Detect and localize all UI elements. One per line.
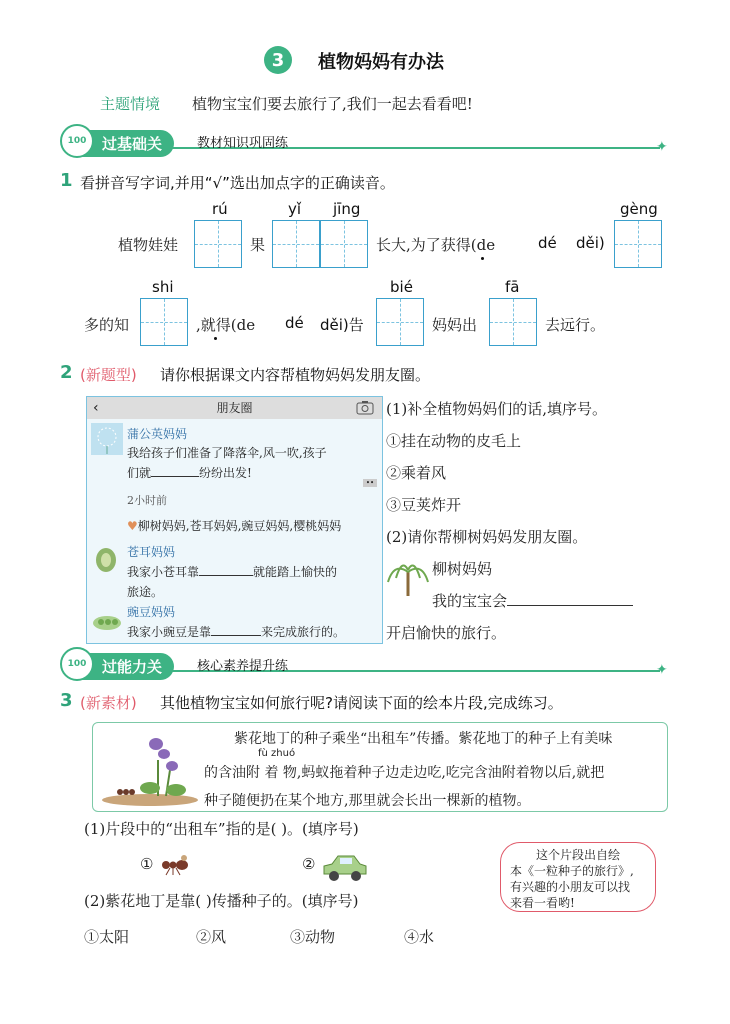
writing-box[interactable] — [376, 298, 424, 346]
writing-box[interactable] — [614, 220, 662, 268]
option-label: ② — [302, 855, 316, 873]
section-badge-ability: 过能力关 — [72, 653, 174, 680]
pinyin: shi — [152, 278, 174, 296]
pinyin: rú — [212, 200, 228, 218]
writing-box[interactable] — [272, 220, 320, 268]
sentence-text: 植物娃娃 — [118, 236, 179, 254]
option-item: ①太阳 — [84, 928, 130, 946]
question-prompt: 其他植物宝宝如何旅行呢?请阅读下面的绘本片段,完成练习。 — [160, 694, 563, 712]
question-number: 1 — [60, 170, 73, 191]
sentence-text: 妈妈出 — [432, 316, 478, 334]
comment-text: 旅途。 — [127, 585, 164, 599]
question-prompt: 看拼音写字词,并用“√”选出加点字的正确读音。 — [80, 174, 395, 192]
violet-ant-illustration — [100, 730, 200, 806]
pinyin-option[interactable]: děi)告 — [320, 316, 364, 334]
sentence-text: 果 — [250, 236, 266, 254]
post-text: 们就 纷纷出发! — [127, 466, 252, 480]
ant-icon — [158, 850, 190, 876]
sentence-text: 多的知 — [84, 316, 130, 334]
pinyin: bié — [390, 278, 413, 296]
option-item: ②风 — [196, 928, 227, 946]
moments-header — [87, 397, 382, 419]
willow-text: 我的宝宝会 — [432, 590, 633, 611]
page-title: 植物妈妈有办法 — [318, 52, 444, 73]
theme-text: 植物宝宝们要去旅行了,我们一起去看看吧! — [192, 95, 473, 113]
question-number: 3 — [60, 690, 73, 711]
subquestion: (1)补全植物妈妈们的话,填序号。 — [386, 400, 608, 418]
pinyin: jīng — [333, 200, 361, 218]
writing-box[interactable] — [194, 220, 242, 268]
section-badge-basic: 过基础关 — [72, 130, 174, 157]
commenter-name: 豌豆妈妈 — [127, 605, 176, 619]
bubble-text: 来看一看哟! — [510, 896, 575, 910]
section-subtitle-basic: 教材知识巩固练 — [197, 136, 289, 151]
taxi-icon — [320, 850, 368, 884]
sentence-text: 去远行。 — [545, 316, 606, 334]
bubble-text: 这个片段出自绘 — [536, 848, 621, 862]
star-icon: ✦ — [656, 139, 668, 155]
section-subtitle-ability: 核心素养提升练 — [197, 659, 289, 674]
poster-name: 蒲公英妈妈 — [127, 427, 188, 441]
logo-icon: 100 — [60, 124, 94, 158]
writing-box[interactable] — [489, 298, 537, 346]
writing-box[interactable] — [140, 298, 188, 346]
subquestion: (2)紫花地丁是靠( )传播种子的。(填序号) — [84, 892, 359, 910]
option-label: ① — [140, 855, 154, 873]
camera-icon[interactable] — [356, 400, 374, 415]
like-list: ♥柳树妈妈,苍耳妈妈,豌豆妈妈,樱桃妈妈 — [127, 519, 342, 533]
logo-icon: 100 — [60, 647, 94, 681]
story-text: 紫花地丁的种子乘坐“出租车”传播。紫花地丁的种子上有美味 — [234, 731, 613, 747]
question-prompt: 请你根据课文内容帮植物妈妈发朋友圈。 — [160, 366, 431, 384]
post-time: 2小时前 — [127, 494, 167, 507]
question-tag: (新题型) — [80, 366, 137, 384]
story-pinyin: fù zhuó — [258, 748, 296, 759]
question-tag: (新素材) — [80, 694, 137, 712]
willow-tree-icon — [384, 552, 432, 598]
pinyin: yǐ — [288, 200, 302, 218]
bubble-text: 本《一粒种子的旅行》, — [510, 864, 634, 878]
dandelion-avatar — [91, 423, 123, 455]
subquestion: (2)请你帮柳树妈妈发朋友圈。 — [386, 528, 588, 546]
willow-text: 开启愉快的旅行。 — [386, 624, 507, 642]
bubble-text: 有兴趣的小朋友可以找 — [510, 880, 631, 894]
moments-title: 朋友圈 — [216, 401, 253, 415]
option-item: ③豆荚炸开 — [386, 496, 462, 514]
option-item: ①挂在动物的皮毛上 — [386, 432, 522, 450]
more-icon[interactable]: •• — [363, 479, 377, 487]
comment-text: 我家小豌豆是靠 来完成旅行的。 — [127, 625, 346, 639]
option-item: ④水 — [404, 928, 435, 946]
pinyin-option[interactable]: dé — [285, 314, 304, 332]
heart-icon: ♥ — [127, 519, 138, 533]
emphasis-dot — [481, 257, 484, 260]
writing-box[interactable] — [320, 220, 368, 268]
pea-avatar — [91, 599, 123, 635]
pinyin-option[interactable]: dé — [538, 234, 557, 252]
story-text: 的含油附 着 物,蚂蚁拖着种子边走边吃,吃完含油附着物以后,就把 — [204, 765, 605, 781]
pinyin-option[interactable]: děi) — [576, 234, 605, 252]
story-text: 种子随便扔在某个地方,那里就会长出一棵新的植物。 — [204, 793, 531, 809]
pinyin: fā — [505, 278, 520, 296]
sentence-text: ,就得(de — [196, 316, 256, 334]
theme-label: 主题情境 — [100, 95, 161, 113]
back-icon[interactable]: ‹ — [93, 400, 99, 416]
subquestion: (1)片段中的“出租车”指的是( )。(填序号) — [84, 820, 359, 838]
pinyin: gèng — [620, 200, 658, 218]
sentence-text: 长大,为了获得(de — [376, 236, 496, 254]
question-number: 2 — [60, 362, 73, 383]
post-text: 我给孩子们准备了降落伞,风一吹,孩子 — [127, 446, 327, 460]
willow-name: 柳树妈妈 — [432, 560, 493, 578]
lesson-number: 3 — [264, 46, 292, 74]
commenter-name: 苍耳妈妈 — [127, 545, 176, 559]
emphasis-dot — [214, 337, 217, 340]
moments-panel — [86, 396, 383, 644]
comment-text: 我家小苍耳靠 就能踏上愉快的 — [127, 565, 338, 579]
cocklebur-avatar — [91, 543, 121, 577]
option-item: ②乘着风 — [386, 464, 447, 482]
star-icon: ✦ — [656, 662, 668, 678]
option-item: ③动物 — [290, 928, 336, 946]
